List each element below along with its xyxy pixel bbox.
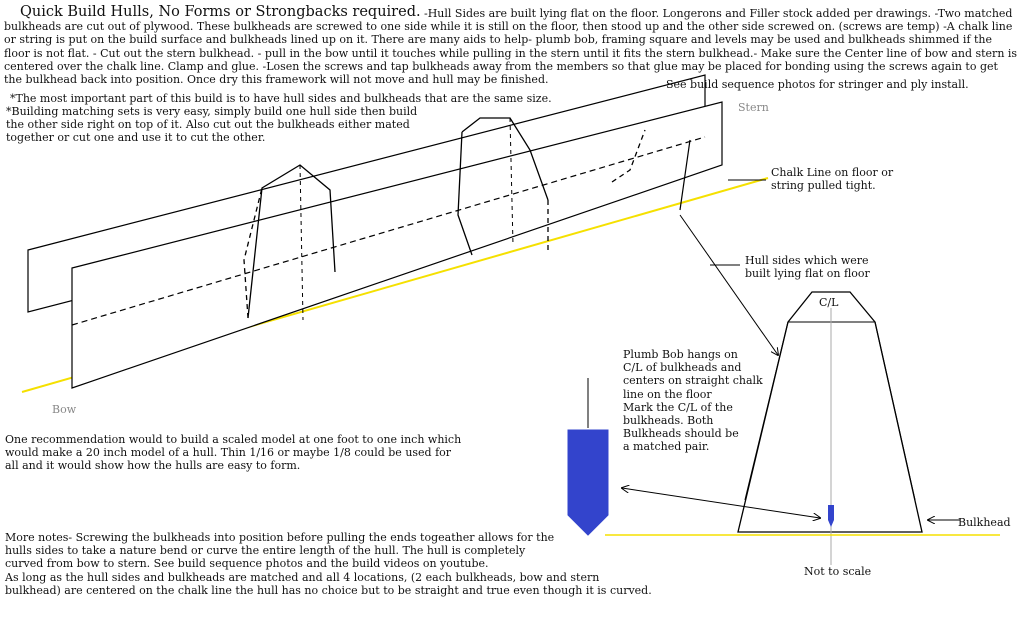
recommendation-text: One recommendation would to build a scaled model at one foot to one inch which would make a 20 inch model of a hull. Thin 1/16 or maybe 1/8 could be used for all and it would show how the hulls are easy to form. xyxy=(5,433,462,473)
hull-sides-arrow xyxy=(680,215,778,355)
centerline-label: C/L xyxy=(819,296,839,309)
mini-plumb-bob xyxy=(828,505,834,527)
chalk-line-label: Chalk Line on floor or string pulled tight. xyxy=(771,166,894,193)
important-note: *The most important part of this build is to have hull sides and bulkheads that are the same size. xyxy=(10,92,552,105)
plumb-bob-label: Plumb Bob hangs on C/L of bulkheads and centers on straight chalk line on the floor Mark the C/L of the bulkheads. Both Bulkheads should be a matched pair. xyxy=(623,348,763,454)
stern-label: Stern xyxy=(738,101,769,114)
matching-note: *Building matching sets is very easy, simply build one hull side then build the other side right on top of it. Also cut out the bulkheads either mated together or cut one and use it to cut the other. xyxy=(6,105,418,145)
more-notes-text: More notes- Screwing the bulkheads into position before pulling the ends togeather allows for the hulls sides to take a nature bend or curve the entire length of the hull. The hull is completely curved from bow to stern. See build sequence photos and the build videos on youtube. As long as the hull sides and bulkheads are matched and all 4 locations, (2 each bulkheads, bow and stern bulkhead) are centered on the chalk line the hull has no choice but to be straight and true even though it is curved. xyxy=(5,531,652,597)
hull-sides-label: Hull sides which were built lying flat on floor xyxy=(745,254,870,281)
not-to-scale-label: Not to scale xyxy=(804,565,872,578)
bulkhead-label: Bulkhead xyxy=(958,516,1011,529)
bulkhead-cross-section-outer xyxy=(738,292,922,532)
page-title: Quick Build Hulls, No Forms or Strongbacks required. xyxy=(20,4,421,20)
bulkhead-cross-section-inner-right xyxy=(875,322,915,500)
plumb-bob xyxy=(568,430,608,535)
hull-side-front xyxy=(72,102,722,388)
plumb-bob-arrow xyxy=(622,488,820,518)
bow-label: Bow xyxy=(52,403,77,416)
intro-text: -Hull Sides are built lying flat on the floor. Longerons and Filler stock added per drawings. -Two matched bulkheads are cut out of plywood. These bulkheads are screwed to one side while it is still on the floor, then stood up and the other side screwed on. (screws are temp) -A chalk line or string is put on the build surface and bulkheads lined up on it. There are many aids to help- plumb bob, framing square and levels may be used and bulkheads shimmed if the floor is not flat. - Cut out the stern bulkhead. - pull in the bow until it touches while pulling in the stern until it fits the stern bulkhead.- Make sure the Center line of bow and stern is centered over the chalk line. Clamp and glue. -Losen the screws and tap bulkheads away from the members so that glue may be placed for bonding using the screws again to get the bulkhead back into position. Once dry this framework will not move and hull may be finished. xyxy=(4,7,1018,87)
sequence-note: See build sequence photos for stringer and ply install. xyxy=(666,78,969,91)
